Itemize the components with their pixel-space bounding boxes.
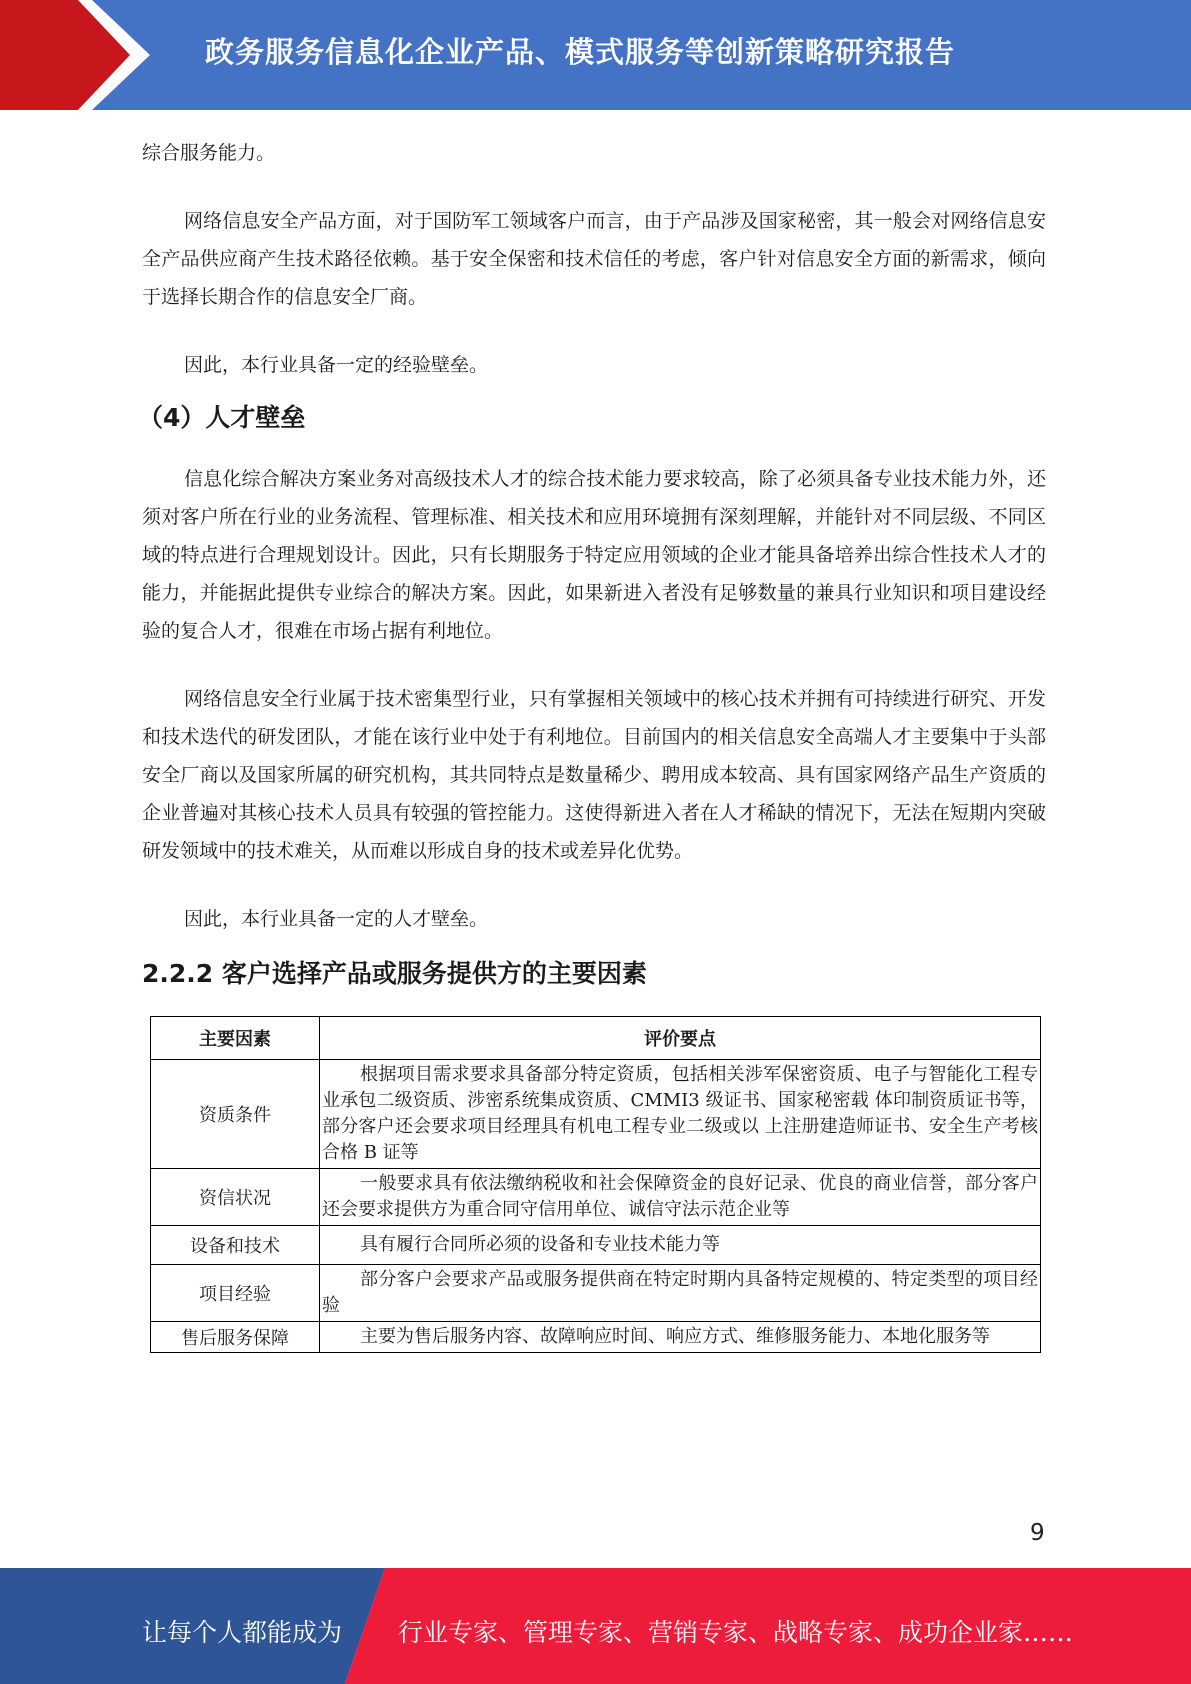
- paragraph: 信息化综合解决方案业务对高级技术人才的综合技术能力要求较高，除了必须具备专业技术能力外，还须对客户所在行业的业务流程、管理标准、相关技术和应用环境拥有深刻理解，并能针对不同层级、不同区域的特点进行合理规划设计。因此，只有长期服务于特定应用领域的企业才能具备培养出综合性技术人才的能力，并能据此提供专业综合的解决方案。因此，如果新进入者没有足够数量的兼具行业知识和项目建设经验的复合人才，很难在市场占据有利地位。: [142, 468, 1046, 642]
- table-row: [151, 1060, 1041, 1169]
- description-cell: 部分客户会要求产品或服务提供商在特定时期内具备特定规模的、特定类型的项目经验: [320, 1265, 1041, 1322]
- table-row: [151, 1265, 1041, 1322]
- table-row: [151, 1169, 1041, 1226]
- column-header: 评价要点: [320, 1017, 1041, 1060]
- subsection-heading: 2.2.2 客户选择产品或服务提供方的主要因素: [142, 959, 647, 988]
- page-number: 9: [1030, 1520, 1045, 1546]
- column-header: 主要因素: [151, 1017, 320, 1060]
- factor-cell: 资信状况: [151, 1169, 320, 1226]
- description-cell: 根据项目需求要求具备部分特定资质，包括相关涉军保密资质、电子与智能化工程专业承包二级资质、涉密系统集成资质、CMMI3 级证书、国家秘密载 体印制资质证书等，部分客户还会要求项目经理具有机电工程专业二级或以 上注册建造师证书、安全生产考核合格 B 证等: [320, 1060, 1041, 1169]
- description-cell: 一般要求具有依法缴纳税收和社会保障资金的良好记录、优良的商业信誉，部分客户还会要求提供方为重合同守信用单位、诚信守法示范企业等: [320, 1169, 1041, 1226]
- factor-cell: 资质条件: [151, 1060, 320, 1169]
- description-cell: 主要为售后服务内容、故障响应时间、响应方式、维修服务能力、本地化服务等: [320, 1322, 1041, 1353]
- section-heading: （4）人才壁垒: [138, 403, 306, 432]
- page-footer: [0, 1568, 1191, 1684]
- table-row: [151, 1226, 1041, 1265]
- footer-slogan-right: 行业专家、管理专家、营销专家、战略专家、成功企业家……: [398, 1618, 1074, 1647]
- page-header: [0, 0, 1191, 110]
- factors-table: [150, 1016, 1041, 1353]
- page-content: [138, 134, 1046, 1353]
- paragraph: 因此，本行业具备一定的人才壁垒。: [184, 908, 489, 930]
- paragraph: 综合服务能力。: [142, 142, 276, 164]
- paragraph: 网络信息安全行业属于技术密集型行业，只有掌握相关领域中的核心技术并拥有可持续进行研究、开发和技术迭代的研发团队，才能在该行业中处于有利地位。目前国内的相关信息安全高端人才主要集中于头部安全厂商以及国家所属的研究机构，其共同特点是数量稀少、聘用成本较高、具有国家网络产品生产资质的企业普遍对其核心技术人员具有较强的管控能力。这使得新进入者在人才稀缺的情况下，无法在短期内突破研发领域中的技术难关，从而难以形成自身的技术或差异化优势。: [142, 688, 1046, 862]
- header-title: 政务服务信息化企业产品、模式服务等创新策略研究报告: [205, 35, 956, 69]
- paragraph: 网络信息安全产品方面，对于国防军工领域客户而言，由于产品涉及国家秘密，其一般会对网络信息安全产品供应商产生技术路径依赖。基于安全保密和技术信任的考虑，客户针对信息安全方面的新需求，倾向于选择长期合作的信息安全厂商。: [142, 210, 1046, 308]
- table-header-row: [151, 1017, 1041, 1060]
- factor-cell: 设备和技术: [151, 1226, 320, 1265]
- description-cell: 具有履行合同所必须的设备和专业技术能力等: [320, 1226, 1041, 1265]
- factor-cell: 售后服务保障: [151, 1322, 320, 1353]
- footer-slogan-left: 让每个人都能成为: [142, 1618, 343, 1647]
- table-row: [151, 1322, 1041, 1353]
- factor-cell: 项目经验: [151, 1265, 320, 1322]
- paragraph: 因此，本行业具备一定的经验壁垒。: [184, 354, 489, 376]
